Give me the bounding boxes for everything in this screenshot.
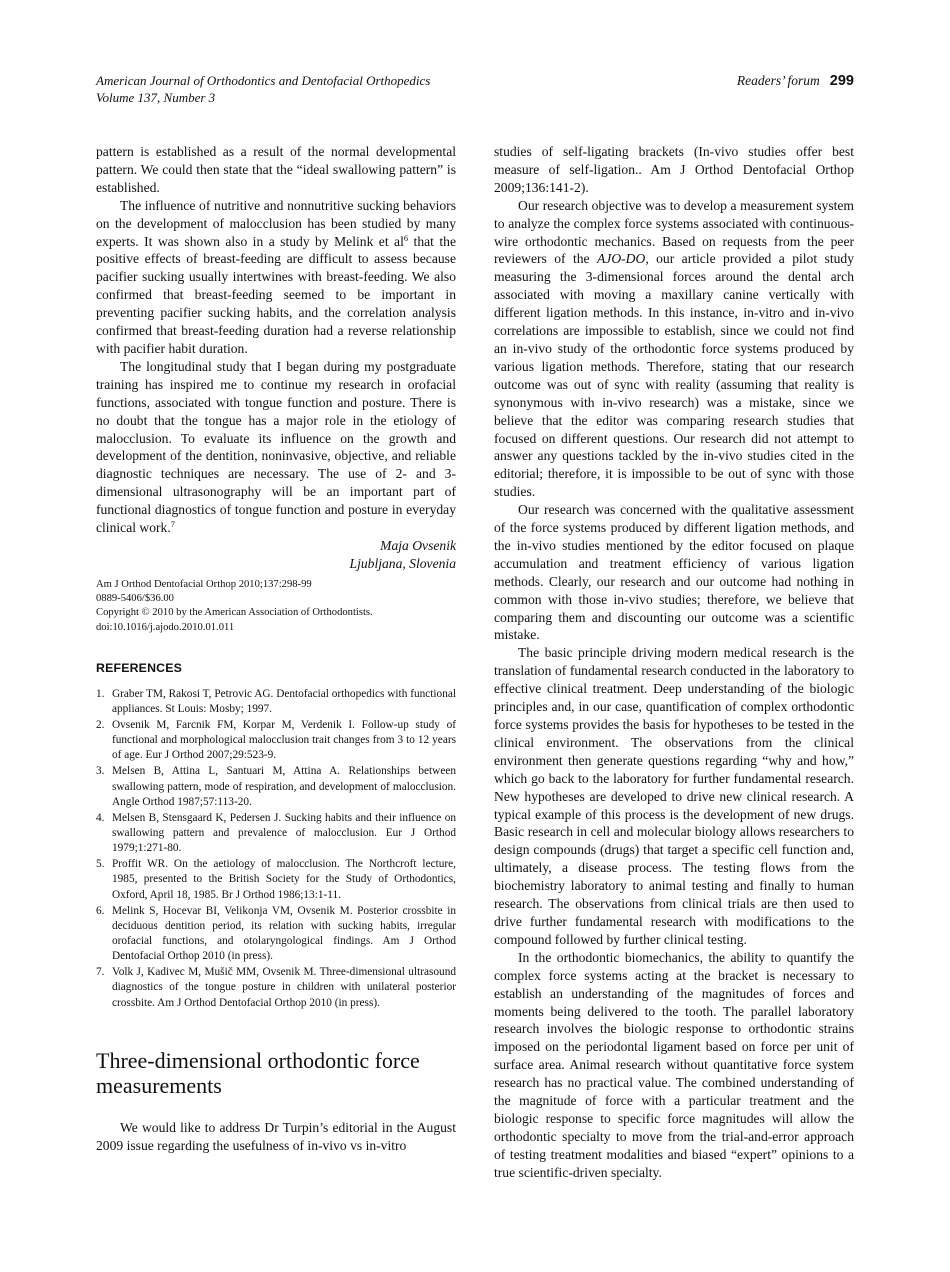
citation-line: Am J Orthod Dentofacial Orthop 2010;137:298-99	[96, 578, 312, 590]
paragraph: pattern is established as a result of the normal developmental pattern. We could then state that the “ideal swallowing pattern” is established.	[96, 144, 456, 195]
citation-line: 0889-5406/$36.00	[96, 593, 174, 605]
references-heading: REFERENCES	[96, 660, 183, 675]
paragraph: studies of self-ligating brackets (In-vivo studies offer best measure of self-ligation.. Am J Orthod Dentofacial Orthop 2009;136:141-2).	[494, 144, 854, 195]
left-column	[96, 143, 456, 1155]
reference-superscript: 7	[170, 519, 175, 530]
journal-abbreviation: AJO-DO	[597, 251, 646, 267]
section-name: Readers’ forum	[736, 73, 820, 88]
reference-item: 5. Proffit WR. On the aetiology of malocclusion. The Northcroft lecture, 1985, presented to the British Society for the Study of Orthodontics, Oxford, April 18, 1985. Br J Orthod 1986;13:1-11.	[96, 858, 456, 901]
journal-volume: Volume 137, Number 3	[96, 90, 216, 105]
right-column	[494, 143, 854, 1182]
reference-item: 3. Melsen B, Attina L, Santuari M, Attina A. Relationships between swallowing pattern, mode of respiration, and development of malocclusion. Angle Orthod 1987;57:113-20.	[96, 765, 456, 808]
reference-superscript: 6	[403, 232, 409, 243]
paragraph: The influence of nutritive and nonnutritive sucking behaviors on the development of malocclusion has been studied by many experts. It was shown also in a study by Melink et $al^6$ that the positive effects of breast-feeding are difficult to assess because pacifier sucking usually intertwines with breast-feeding. We also confirmed that breast-feeding seemed to be important in preventing pacifier sucking habits, and the correlation analysis confirmed that breast-feeding duration had a reverse relationship with pacifier habit duration.	[96, 197, 456, 356]
reference-item: 7. Volk J, Kadivec M, Mušič MM, Ovsenik M. Three-dimensional ultrasound diagnostics of the tongue posture in children with unilateral posterior crossbite. Am J Orthod Dentofacial Orthop 2010 (in press).	[96, 966, 456, 1009]
references-list	[96, 687, 456, 1011]
paragraph: In the orthodontic biomechanics, the ability to quantify the complex force systems acting at the bracket is necessary to establish an understanding of the magnitudes of forces and moments being delivered to the tooth. The parallel laboratory research involves the biologic response to orthodontic strains imposed on the periodontal ligament based on force per unit of surface area. Animal research without quantitative force system research has no practical value. The combined understanding of the magnitude of force with a particular treatment and the biologic response to specific force magnitudes will allow the orthodontic specialty to move from the trial-and-error approach of testing treatment modalities and biased “expert” opinions to a true scientific-driven specialty.	[494, 949, 854, 1180]
paragraph: The basic principle driving modern medical research is the translation of fundamental research conducted in the laboratory to effective clinical treatment. Deep understanding of the biologic principles and, in our case, quantification of complex orthodontic force systems provides the basis for hypotheses to be tested in the clinical environment. The observations from the clinical environment then generate questions regarding “why and how,” which go back to the laboratory for further fundamental research. New hypotheses are developed to drive new clinical research. A typical example of this process is the development of new drugs. Basic research in cell and molecular biology allows researchers to design compounds (drugs) that target a specific cell function and, ultimately, a disease process. The testing flows from the biochemistry laboratory to animal testing and finally to human research. The observations from clinical trials are then used to drive further fundamental research with modifications to the compound followed by further clinical testing.	[494, 645, 854, 947]
author-location: Ljubljana, Slovenia	[349, 555, 456, 571]
author-name: Maja Ovsenik	[380, 537, 456, 553]
page-header-right	[737, 72, 854, 90]
running-header	[96, 72, 516, 106]
paragraph: We would like to address Dr Turpin’s editorial in the August 2009 issue regarding the usefulness of in-vivo vs in-vitro	[96, 1119, 456, 1153]
paragraph: The longitudinal study that I began during my postgraduate training has inspired me to continue my research in orofacial functions, associated with tongue function and posture. There is no doubt that the tongue has a major role in the etiology of malocclusion. To evaluate its influence on the growth and development of the dentition, noninvasive, objective, and reliable diagnostic techniques are necessary. The use of 2- and 3-dimensional ultrasonography will be an important part of functional diagnostics of tongue function and posture in everyday clinical work.$^7$	[96, 358, 456, 536]
paragraph: Our research objective was to develop a measurement system to analyze the complex force systems associated with continuous-wire orthodontic mechanics. Based on requests from the peer reviewers of the AJO-DO, our article provided a pilot study measuring the 3-dimensional forces around the dental arch associated with moving a maxillary canine vertically with different ligation methods. In this instance, in-vitro and in-vivo correlations are impossible to establish, since we could not find an in-vivo study of the orthodontic force systems produced by various ligation methods. Therefore, stating that our research outcome was out of sync with reality (assuming that reality is synonymous with in-vivo research) was a mistake, since we believe that the editor was comparing research studies that focused on different questions. Our research did not attempt to answer any questions tackled by the in-vivo studies cited in the editorial; therefore, it is impossible to be out of sync with those studies.	[494, 197, 854, 500]
reference-item: 6. Melink S, Hocevar BI, Velikonja VM, Ovsenik M. Posterior crossbite in deciduous dentition period, its relation with sucking habits, irregular orofacial functions, and otolaryngological findings. Am J Orthod Dentofacial Orthop 2010 (in press).	[96, 904, 456, 963]
reference-item: 1. Graber TM, Rakosi T, Petrovic AG. Dentofacial orthopedics with functional appliances. St Louis: Mosby; 1997.	[96, 687, 456, 716]
article-title: Three-dimensional orthodontic force measurements	[96, 1047, 420, 1098]
paragraph: Our research was concerned with the qualitative assessment of the force systems produced by different ligation methods, and the in-vivo studies mentioned by the editor focused on plaque accumulation and treatment efficiency of various ligation methods. Clearly, our research and our outcome had nothing in common with those in-vivo studies; therefore, we believe that comparing them and discounting our outcome was a scientific mistake.	[494, 502, 854, 643]
page-number: 299	[829, 73, 854, 89]
reference-item: 4. Melsen B, Stensgaard K, Pedersen J. Sucking habits and their influence on swallowing pattern and prevalence of malocclusion. Eur J Orthod 1979;1:271-80.	[96, 811, 456, 855]
copyright-line: Copyright © 2010 by the American Association of Orthodontists.	[96, 607, 373, 619]
reference-item: 2. Ovsenik M, Farcnik FM, Korpar M, Verdenik I. Follow-up study of functional and morphological malocclusion trait changes from 3 to 12 years of age. Eur J Orthod 2007;29:523-9.	[96, 719, 456, 762]
journal-name: American Journal of Orthodontics and Dentofacial Orthopedics	[96, 73, 431, 88]
doi-line: doi:10.1016/j.ajodo.2010.01.011	[96, 621, 235, 633]
citation-block	[96, 578, 456, 635]
